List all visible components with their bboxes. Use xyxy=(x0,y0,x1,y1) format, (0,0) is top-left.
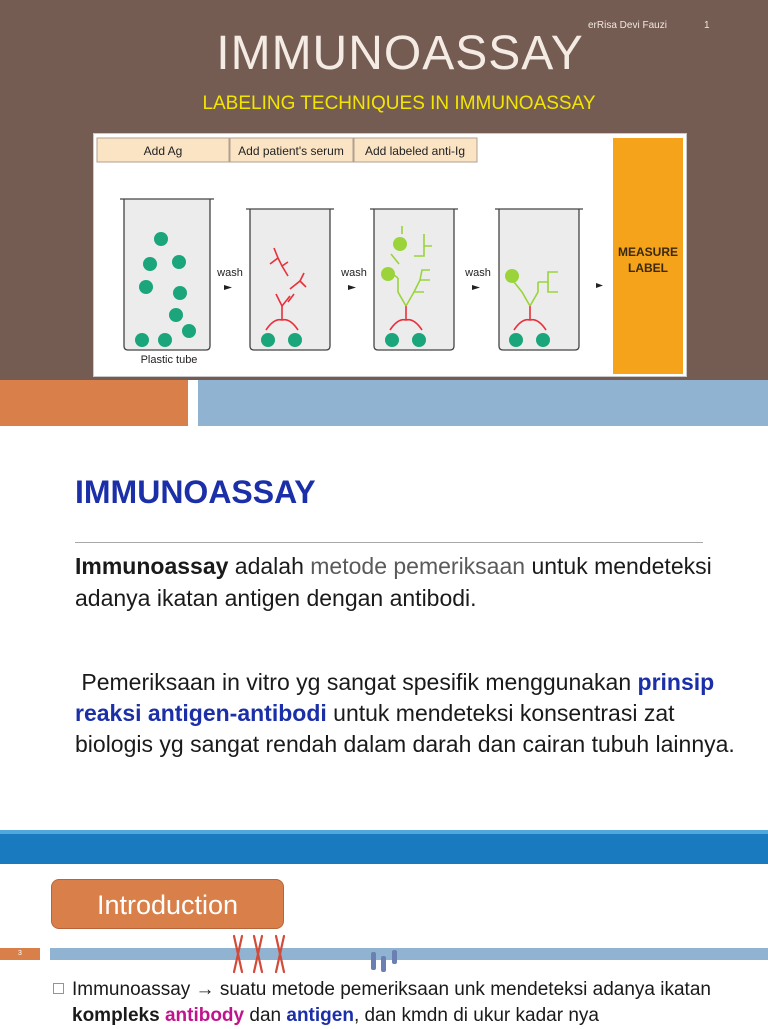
slide-3-header-highlight xyxy=(0,830,768,834)
term-antigen: antigen xyxy=(286,1005,354,1026)
wash-label-3: wash xyxy=(465,267,491,279)
slide-3-header-band xyxy=(0,830,768,864)
accent-bar-blue xyxy=(198,380,768,426)
step-label-2: Add patient's serum xyxy=(238,144,344,158)
slide-title: IMMUNOASSAY xyxy=(216,27,584,80)
slide-3-page-number: 3 xyxy=(0,948,40,960)
measure-label-line1: MEASURE xyxy=(617,245,679,259)
tube-2 xyxy=(250,209,330,350)
antigen-icons xyxy=(369,946,401,976)
heading-divider xyxy=(75,542,703,543)
step-label-1: Add Ag xyxy=(143,144,183,158)
introduction-bullet-text: Immunoassay → suatu metode pemeriksaan unk mendeteksi adanya ikatan kompleks antibody dan antigen, dan kmdn di ukur kadar nya xyxy=(72,979,711,1026)
slide-2-heading: IMMUNOASSAY xyxy=(75,474,316,510)
slide-3-thin-bar xyxy=(50,948,768,960)
introduction-label: Introduction xyxy=(51,879,284,929)
author-label: erRisa Devi Fauzi xyxy=(588,20,667,31)
term-antibody: antibody xyxy=(164,1005,245,1026)
wash-label-1: wash xyxy=(217,267,243,279)
wash-label-2: wash xyxy=(341,267,367,279)
accent-bar-orange xyxy=(0,380,188,426)
wash-arrow-3 xyxy=(472,285,480,290)
step-label-3: Add labeled anti-Ig xyxy=(364,144,466,158)
wash-arrow-2 xyxy=(348,285,356,290)
slide-1-page-number: 1 xyxy=(704,20,710,31)
term-method: metode pemeriksaan xyxy=(310,553,526,579)
immunoassay-diagram xyxy=(93,133,687,377)
measure-arrow xyxy=(596,283,603,288)
definition-paragraph: Immunoassay adalah metode pemeriksaan untuk mendeteksi adanya ikatan antigen dengan antibodi. xyxy=(75,553,712,611)
bullet-icon xyxy=(53,983,64,994)
antibody-icons xyxy=(228,934,296,976)
principle-paragraph: Pemeriksaan in vitro yg sangat spesifik menggunakan prinsip reaksi antigen-antibodi untuk mendeteksi konsentrasi zat biologis yg sangat rendah dalam darah dan cairan tubuh lainnya. xyxy=(75,669,735,757)
measure-label-line2: LABEL xyxy=(628,261,668,275)
slide-subtitle: LABELING TECHNIQUES IN IMMUNOASSAY xyxy=(202,93,596,114)
tube-1 xyxy=(124,199,210,350)
wash-arrow-1 xyxy=(224,285,232,290)
term-immunoassay: Immunoassay xyxy=(75,553,229,579)
tube-label: Plastic tube xyxy=(140,354,198,366)
term-kompleks: kompleks xyxy=(72,1005,160,1026)
term-principle: prinsip reaksi antigen-antibodi xyxy=(75,669,715,726)
